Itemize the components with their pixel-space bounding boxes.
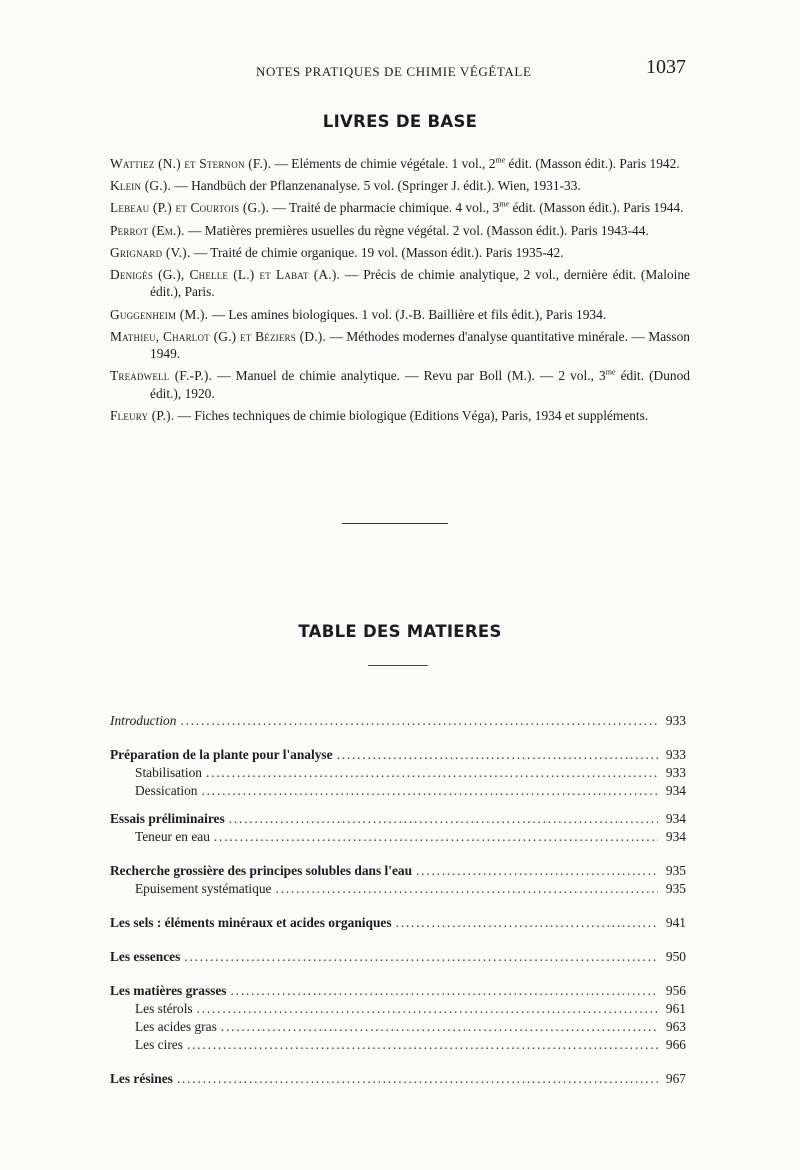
table-of-contents <box>110 712 686 1088</box>
toc-entry-label: Préparation de la plante pour l'analyse <box>110 747 333 762</box>
toc-entry[interactable] <box>110 982 686 1000</box>
toc-entry-page: 966 <box>665 1037 686 1052</box>
reference-text: — Matières premières usuelles du règne végétal. 2 vol. (Masson édit.). Paris 1943-44. <box>184 222 649 238</box>
books-section-title: LIVRES DE BASE <box>322 112 478 131</box>
toc-entry-label: Recherche grossière des principes solubles dans l'eau <box>110 863 413 878</box>
reference-entry <box>110 328 690 363</box>
reference-authors: Lebeau (P.) et Courtois (G.). <box>110 200 270 216</box>
reference-text: — Handbüch der Pflanzenanalyse. 5 vol. (Springer J. édit.). Wien, 1931-33. <box>171 178 581 194</box>
toc-entry[interactable] <box>110 914 686 932</box>
running-title: NOTES PRATIQUES DE CHIMIE VÉGÉTALE <box>256 64 532 79</box>
toc-entry[interactable] <box>110 862 686 880</box>
reference-authors: Perrot (Em.). <box>110 222 185 238</box>
toc-title: TABLE DES MATIERES <box>298 622 502 641</box>
reference-entry <box>110 199 690 216</box>
reference-list <box>110 155 690 429</box>
toc-subentry[interactable] <box>110 1000 686 1018</box>
toc-subentry[interactable] <box>110 880 686 898</box>
reference-entry <box>110 177 690 194</box>
toc-entry-page: 963 <box>665 1019 686 1034</box>
reference-text: — Manuel de chimie analytique. — Revu par Boll (M.). — 2 vol., 3 <box>212 368 606 384</box>
reference-entry <box>110 367 690 402</box>
toc-entry-page: 934 <box>665 783 686 798</box>
reference-text: — Les amines biologiques. 1 vol. (J.-B. Baillière et fils édit.), Paris 1934. <box>208 306 607 322</box>
dot-leader <box>275 880 658 898</box>
toc-entry-page: 933 <box>665 747 686 762</box>
reference-text-cont: édit. (Masson édit.). Paris 1944. <box>509 200 684 216</box>
running-header <box>250 56 690 80</box>
dot-leader <box>184 948 658 966</box>
reference-authors: Wattiez (N.) et Sternon (F.). <box>110 156 272 171</box>
reference-text-cont: édit. (Dunod édit.), 1920. <box>150 368 690 401</box>
page-number: 1037 <box>646 56 686 78</box>
reference-entry <box>110 407 690 424</box>
reference-text: — Précis de chimie analytique, 2 vol., dernière édit. (Maloine édit.), Paris. <box>150 267 690 300</box>
reference-text: — Eléments de chimie végétale. 1 vol., 2 <box>271 156 496 171</box>
reference-authors: Fleury (P.). <box>110 408 175 424</box>
toc-entry-label: Les matières grasses <box>110 983 227 998</box>
reference-authors: Treadwell (F.-P.). <box>110 368 213 384</box>
reference-authors: Klein (G.). <box>110 178 171 194</box>
dot-leader <box>197 1000 658 1018</box>
reference-text: — Traité de pharmacie chimique. 4 vol., 3 <box>269 200 500 216</box>
superscript: me <box>499 199 510 209</box>
toc-entry-label: Les acides gras <box>135 1019 217 1034</box>
dot-leader <box>337 746 658 764</box>
dot-leader <box>416 862 658 880</box>
superscript: me <box>605 367 616 377</box>
toc-entry[interactable] <box>110 948 686 966</box>
toc-entry-label: Epuisement systématique <box>135 881 272 896</box>
toc-entry-label: Les sels : éléments minéraux et acides organiques <box>110 915 392 930</box>
dot-leader <box>231 982 658 1000</box>
dot-leader <box>187 1036 658 1054</box>
toc-subentry[interactable] <box>110 782 686 800</box>
toc-subentry[interactable] <box>110 764 686 782</box>
toc-entry-page: 935 <box>665 863 686 878</box>
reference-entry <box>110 222 690 239</box>
dot-leader <box>177 1070 658 1088</box>
toc-entry-page: 935 <box>665 881 686 896</box>
reference-authors: Grignard (V.). <box>110 244 191 260</box>
reference-text: — Fiches techniques de chimie biologique (Editions Véga), Paris, 1934 et suppléments. <box>174 408 649 424</box>
dot-leader <box>214 828 658 846</box>
toc-entry-page: 961 <box>665 1001 686 1016</box>
dot-leader <box>201 782 658 800</box>
toc-entry-page: 950 <box>665 949 686 964</box>
reference-authors: Guggenheim (M.). <box>110 306 209 322</box>
toc-entry[interactable] <box>110 1070 686 1088</box>
toc-entry-label: Teneur en eau <box>135 829 210 844</box>
toc-entry-label: Stabilisation <box>135 765 202 780</box>
toc-subentry[interactable] <box>110 1036 686 1054</box>
reference-entry <box>110 266 690 301</box>
toc-entry-page: 933 <box>665 765 686 780</box>
toc-entry-page: 933 <box>665 713 686 728</box>
section-divider <box>342 523 448 524</box>
toc-entry-label: Les essences <box>110 949 181 964</box>
toc-entry-page: 967 <box>665 1071 686 1086</box>
toc-entry-page: 956 <box>665 983 686 998</box>
toc-entry-page: 934 <box>665 829 686 844</box>
superscript: me <box>495 155 506 165</box>
toc-entry-page: 934 <box>665 811 686 826</box>
toc-subentry[interactable] <box>110 1018 686 1036</box>
toc-entry-label: Dessication <box>135 783 198 798</box>
toc-entry-label: Les résines <box>110 1071 173 1086</box>
dot-leader <box>206 764 658 782</box>
dot-leader <box>221 1018 658 1036</box>
toc-entry-label: Introduction <box>110 713 177 728</box>
reference-text-cont: édit. (Masson édit.). Paris 1942. <box>505 156 680 171</box>
toc-entry[interactable] <box>110 810 686 828</box>
reference-text: — Méthodes modernes d'analyse quantitative minérale. — Masson 1949. <box>150 328 690 362</box>
reference-entry <box>110 244 690 261</box>
reference-authors: Denigès (G.), Chelle (L.) et Labat (A.). <box>110 267 341 283</box>
toc-title-rule <box>368 665 428 666</box>
toc-entry[interactable] <box>110 746 686 764</box>
reference-authors: Mathieu, Charlot (G.) et Béziers (D.). <box>110 328 326 344</box>
toc-entry-label: Les cires <box>135 1037 183 1052</box>
toc-entry-page: 941 <box>665 915 686 930</box>
toc-entry-label: Les stérols <box>135 1001 193 1016</box>
dot-leader <box>396 914 658 932</box>
reference-entry <box>110 306 690 323</box>
toc-subentry[interactable] <box>110 828 686 846</box>
reference-entry <box>110 155 690 172</box>
reference-text: — Traité de chimie organique. 19 vol. (Masson édit.). Paris 1935-42. <box>190 244 564 260</box>
dot-leader <box>229 810 658 828</box>
toc-entry[interactable] <box>110 712 686 730</box>
toc-entry-label: Essais préliminaires <box>110 811 225 826</box>
dot-leader <box>180 712 658 730</box>
